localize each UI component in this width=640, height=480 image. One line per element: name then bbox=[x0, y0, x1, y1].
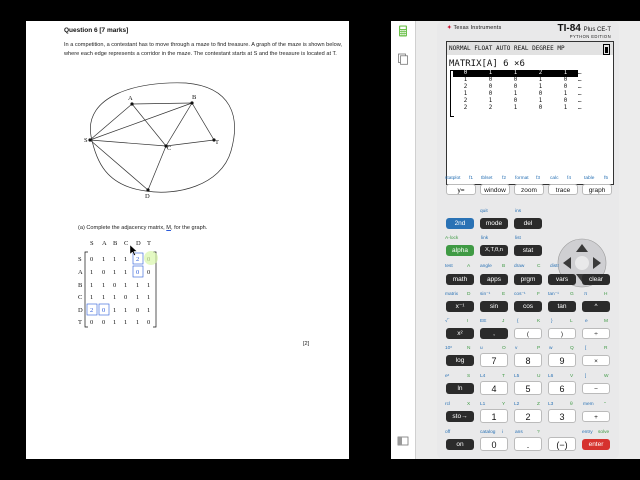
matrix-left-bracket bbox=[85, 252, 88, 327]
key-label-matrix: matrix bbox=[445, 292, 459, 297]
key-label-alpha-c: C bbox=[537, 264, 541, 269]
document-copy-icon[interactable] bbox=[397, 53, 409, 65]
key-label-sqrt: √‾ bbox=[445, 319, 450, 324]
eight-key[interactable]: 8 bbox=[514, 353, 542, 367]
key-label-left-bracket: [ bbox=[585, 346, 587, 351]
calculator-screen bbox=[446, 41, 614, 185]
stat-key[interactable]: stat bbox=[514, 245, 542, 256]
cell-S-S: 0 bbox=[90, 256, 94, 263]
cell-T-A: 0 bbox=[102, 319, 106, 326]
three-key[interactable]: 3 bbox=[548, 409, 576, 423]
key-label-left-brace: { bbox=[517, 319, 519, 324]
key-label-w: w bbox=[549, 346, 553, 351]
cell-A-D: 0 bbox=[136, 269, 140, 276]
pen-cursor-highlight bbox=[144, 251, 158, 265]
key-label-draw: draw bbox=[514, 264, 525, 269]
key-label-alpha-r: R bbox=[604, 346, 608, 351]
row-label-A: A bbox=[78, 269, 83, 276]
key-label-l2: L2 bbox=[514, 402, 520, 407]
cell-C-T: 1 bbox=[147, 294, 151, 301]
key-label-alpha-e: E bbox=[502, 292, 506, 297]
key-label-f3: f3 bbox=[536, 176, 541, 181]
key-label-alpha-g: G bbox=[570, 292, 574, 297]
cos-key[interactable]: cos bbox=[514, 301, 542, 312]
col-header-B: B bbox=[113, 240, 118, 247]
question-title: Question 6 [7 marks] bbox=[64, 27, 129, 34]
cell-C-A: 1 bbox=[102, 294, 106, 301]
row-label-T: T bbox=[78, 319, 82, 326]
key-label-entry: entry bbox=[582, 430, 593, 435]
status-bar: NORMAL FLOAT AUTO REAL DEGREE MP bbox=[447, 42, 613, 55]
cell-A-T: 0 bbox=[147, 269, 151, 276]
panel-toggle-icon[interactable] bbox=[397, 435, 409, 447]
cell-B-T: 1 bbox=[147, 282, 151, 289]
key-label-u: u bbox=[480, 346, 483, 351]
zero-key[interactable]: 0 bbox=[480, 437, 508, 451]
brand-label: ✦ Texas Instruments bbox=[447, 25, 502, 31]
col-header-A: A bbox=[102, 240, 107, 247]
model-label: TI-84 Plus CE-T bbox=[557, 23, 611, 34]
tan-key[interactable]: tan bbox=[548, 301, 576, 312]
col-header-T: T bbox=[147, 240, 151, 247]
cell-T-C: 1 bbox=[124, 319, 128, 326]
cell-D-T: 1 bbox=[147, 307, 151, 314]
key-label-alpha-q: Q bbox=[570, 346, 574, 351]
key-label-i: i bbox=[502, 430, 504, 435]
apps-key[interactable]: apps bbox=[480, 274, 508, 285]
key-label-ans: ans bbox=[515, 430, 523, 435]
divide-key[interactable]: ÷ bbox=[582, 328, 610, 339]
square-key[interactable]: x² bbox=[446, 328, 474, 339]
matrix-symbol: M bbox=[166, 225, 171, 231]
key-label-arccos: cos⁻¹ bbox=[514, 292, 526, 297]
key-label-v: v bbox=[515, 346, 518, 351]
key-label-alpha-a: A bbox=[467, 264, 471, 269]
on-key[interactable]: on bbox=[446, 439, 474, 450]
alpha-key[interactable]: alpha bbox=[446, 245, 474, 256]
key-label-statplot: statplot bbox=[445, 176, 461, 181]
screen-matrix-row: 0 1 1 2 1 … bbox=[447, 70, 594, 77]
trace-key[interactable]: trace bbox=[548, 184, 578, 195]
store-key[interactable]: sto→ bbox=[446, 411, 474, 422]
key-label-alpha-w: W bbox=[604, 374, 609, 379]
key-label-a-lock: A-lock bbox=[445, 236, 459, 241]
cell-D-C: 1 bbox=[124, 307, 128, 314]
cell-A-B: 1 bbox=[113, 269, 117, 276]
cell-B-A: 1 bbox=[102, 282, 106, 289]
cell-C-D: 1 bbox=[136, 294, 140, 301]
multiply-key[interactable]: × bbox=[582, 355, 610, 366]
cell-D-D: 0 bbox=[136, 307, 140, 314]
mode-key[interactable]: mode bbox=[480, 218, 508, 229]
key-label-alpha-i: I bbox=[467, 319, 469, 324]
worksheet-page bbox=[26, 21, 349, 459]
four-key[interactable]: 4 bbox=[480, 381, 508, 395]
ti-logo-icon: ✦ bbox=[447, 25, 452, 31]
key-label-alpha-x: X bbox=[467, 402, 471, 407]
edition-label: PYTHON EDITION bbox=[569, 34, 611, 39]
key-label-right-brace: } bbox=[551, 319, 553, 324]
cell-S-D: 2 bbox=[136, 256, 140, 263]
y-equals-key[interactable]: y= bbox=[446, 184, 476, 195]
two-key[interactable]: 2 bbox=[514, 409, 542, 423]
key-label-alpha-y: Y bbox=[502, 402, 506, 407]
key-label-alpha-z: Z bbox=[537, 402, 540, 407]
cell-B-D: 1 bbox=[136, 282, 140, 289]
second-key[interactable]: 2nd bbox=[446, 218, 474, 229]
row-label-S: S bbox=[78, 256, 82, 263]
screen-matrix-row: 1 0 0 1 0 … bbox=[463, 77, 582, 83]
sin-key[interactable]: sin bbox=[480, 301, 508, 312]
key-label-alpha-p: P bbox=[537, 346, 541, 351]
key-label-pi: π bbox=[584, 292, 588, 297]
key-label-arctan: tan⁻¹ bbox=[548, 292, 559, 297]
prgm-key[interactable]: prgm bbox=[514, 274, 542, 285]
question-text: In a competition, a contestant has to move through a maze to find treasure. A graph of the maze is shown below, where each edge represents a corridor in the maze. The contestant starts at S and the treasure is located at T. bbox=[64, 42, 342, 58]
cell-T-T: 0 bbox=[147, 319, 151, 326]
key-label-arcsin: sin⁻¹ bbox=[480, 292, 491, 297]
comma-key[interactable]: , bbox=[480, 328, 508, 339]
cell-A-A: 0 bbox=[102, 269, 106, 276]
screen-matrix-row: 2 2 1 0 1 … bbox=[463, 105, 582, 111]
minus-key[interactable]: − bbox=[582, 383, 610, 394]
vars-key[interactable]: vars bbox=[548, 274, 576, 285]
key-label-alpha-m: M bbox=[604, 319, 608, 324]
key-label-ins: ins bbox=[515, 209, 522, 214]
key-label-tblset: tblset bbox=[481, 176, 493, 181]
marks-label: [2] bbox=[303, 341, 310, 347]
key-label-alpha-k: K bbox=[537, 319, 541, 324]
key-label-alpha-d: D bbox=[467, 292, 471, 297]
key-label-l4: L4 bbox=[480, 374, 486, 379]
cell-D-A: 0 bbox=[102, 307, 106, 314]
cell-B-S: 1 bbox=[90, 282, 94, 289]
enter-key[interactable]: enter bbox=[582, 439, 610, 450]
key-label-f5: f5 bbox=[604, 176, 609, 181]
key-label-catalog: catalog bbox=[480, 430, 496, 435]
right-paren-key[interactable]: ) bbox=[548, 328, 576, 339]
screen-matrix-row: 2 0 0 1 0 … bbox=[463, 84, 582, 90]
window-key[interactable]: window bbox=[480, 184, 510, 195]
zoom-key[interactable]: zoom bbox=[514, 184, 544, 195]
log-key[interactable]: log bbox=[446, 355, 474, 366]
ln-key[interactable]: ln bbox=[446, 383, 474, 394]
screen-matrix-row: 2 1 0 1 0 … bbox=[463, 98, 582, 104]
cell-T-D: 1 bbox=[136, 319, 140, 326]
math-key[interactable]: math bbox=[446, 274, 474, 285]
key-label-l1: L1 bbox=[480, 402, 486, 407]
vertex-label-C: C bbox=[167, 145, 172, 152]
screen-matrix-row: 1 0 1 0 1 … bbox=[463, 91, 582, 97]
cell-T-S: 0 bbox=[90, 319, 94, 326]
key-label-rcl: rcl bbox=[445, 402, 451, 407]
key-label-table: table bbox=[584, 176, 595, 181]
cell-S-A: 1 bbox=[102, 256, 106, 263]
key-label-test: test bbox=[445, 264, 453, 269]
seven-key[interactable]: 7 bbox=[480, 353, 508, 367]
key-label-l5: L5 bbox=[514, 374, 520, 379]
one-key[interactable]: 1 bbox=[480, 409, 508, 423]
key-label-alpha-s: S bbox=[467, 374, 471, 379]
key-label-mem: mem bbox=[583, 402, 594, 407]
plus-key[interactable]: + bbox=[582, 411, 610, 422]
key-label-alpha-o: O bbox=[502, 346, 506, 351]
tool-sidebar bbox=[391, 21, 416, 459]
key-label-e: e bbox=[585, 319, 588, 324]
cell-C-B: 1 bbox=[113, 294, 117, 301]
vertex-label-T: T bbox=[215, 139, 219, 146]
key-label-off: off bbox=[445, 430, 451, 435]
key-label-quit: quit bbox=[480, 209, 488, 214]
key-label-ee: EE bbox=[480, 319, 487, 324]
adjacency-matrix bbox=[26, 21, 349, 341]
cell-S-C: 1 bbox=[124, 256, 128, 263]
col-header-S: S bbox=[90, 240, 94, 247]
battery-icon bbox=[603, 44, 610, 55]
key-label-ten-power: 10ˣ bbox=[445, 346, 452, 351]
key-label-alpha-v: V bbox=[570, 374, 574, 379]
cell-B-C: 1 bbox=[124, 282, 128, 289]
key-label-f2: f2 bbox=[502, 176, 507, 181]
key-label-distr: distr bbox=[550, 264, 560, 269]
six-key[interactable]: 6 bbox=[548, 381, 576, 395]
vertex-label-D: D bbox=[145, 193, 150, 200]
key-label-f1: f1 bbox=[469, 176, 474, 181]
key-label-l3: L3 bbox=[548, 402, 554, 407]
vertex-label-B: B bbox=[192, 94, 197, 101]
key-label-alpha-f: F bbox=[537, 292, 540, 297]
vertex-label-S: S bbox=[84, 137, 88, 144]
row-label-D: D bbox=[78, 307, 83, 314]
key-label-right-bracket: ] bbox=[585, 374, 587, 379]
graph-key[interactable]: graph bbox=[582, 184, 612, 195]
cell-T-B: 1 bbox=[113, 319, 117, 326]
cell-A-S: 1 bbox=[90, 269, 94, 276]
calculator-icon[interactable] bbox=[397, 25, 409, 37]
nine-key[interactable]: 9 bbox=[548, 353, 576, 367]
key-label-alpha-h: H bbox=[604, 292, 608, 297]
cell-S-B: 1 bbox=[113, 256, 117, 263]
vertex-label-A: A bbox=[128, 95, 133, 102]
del-key[interactable]: del bbox=[514, 218, 542, 229]
key-label-format: format bbox=[515, 176, 529, 181]
key-label-solve: solve bbox=[598, 430, 610, 435]
clear-key[interactable]: clear bbox=[582, 274, 610, 285]
cell-D-B: 1 bbox=[113, 307, 117, 314]
key-label-alpha-quote: " bbox=[604, 402, 606, 407]
key-label-alpha-b: B bbox=[502, 264, 506, 269]
key-label-f4: f4 bbox=[567, 176, 572, 181]
col-header-C: C bbox=[124, 240, 129, 247]
cell-D-S: 2 bbox=[90, 307, 94, 314]
key-label-alpha-u: U bbox=[537, 374, 541, 379]
cell-C-S: 1 bbox=[90, 294, 94, 301]
decimal-key[interactable]: . bbox=[514, 437, 542, 451]
part-a-prompt: (a) Complete the adjacency matrix, M, for the graph. bbox=[78, 225, 208, 231]
key-label-alpha-j: J bbox=[502, 319, 505, 324]
xt-theta-n-key[interactable]: X,T,θ,n bbox=[480, 245, 508, 256]
cell-A-C: 1 bbox=[124, 269, 128, 276]
key-label-list: list bbox=[515, 236, 521, 241]
key-label-alpha-l: L bbox=[570, 319, 573, 324]
key-label-angle: angle bbox=[480, 264, 492, 269]
screen-matrix bbox=[447, 70, 594, 112]
left-paren-key[interactable]: ( bbox=[514, 328, 542, 339]
key-label-calc: calc bbox=[550, 176, 559, 181]
key-label-e-power: eˣ bbox=[445, 374, 450, 379]
cell-C-C: 0 bbox=[124, 294, 128, 301]
reciprocal-key[interactable]: x⁻¹ bbox=[446, 301, 474, 312]
power-key[interactable]: ^ bbox=[582, 301, 610, 312]
cell-B-B: 0 bbox=[113, 282, 117, 289]
key-label-alpha-n: N bbox=[467, 346, 471, 351]
key-label-question: ? bbox=[537, 430, 540, 435]
row-label-B: B bbox=[78, 282, 83, 289]
key-label-l6: L6 bbox=[548, 374, 554, 379]
five-key[interactable]: 5 bbox=[514, 381, 542, 395]
negative-key[interactable]: (−) bbox=[548, 437, 576, 451]
matrix-title: MATRIX[A] 6 ×6 bbox=[449, 59, 525, 69]
key-label-link: link bbox=[481, 236, 489, 241]
col-header-D: D bbox=[136, 240, 141, 247]
row-label-C: C bbox=[78, 294, 83, 301]
ti84-calculator bbox=[437, 21, 619, 459]
key-label-alpha-t: T bbox=[502, 374, 505, 379]
key-label-alpha-theta: θ bbox=[570, 402, 573, 407]
